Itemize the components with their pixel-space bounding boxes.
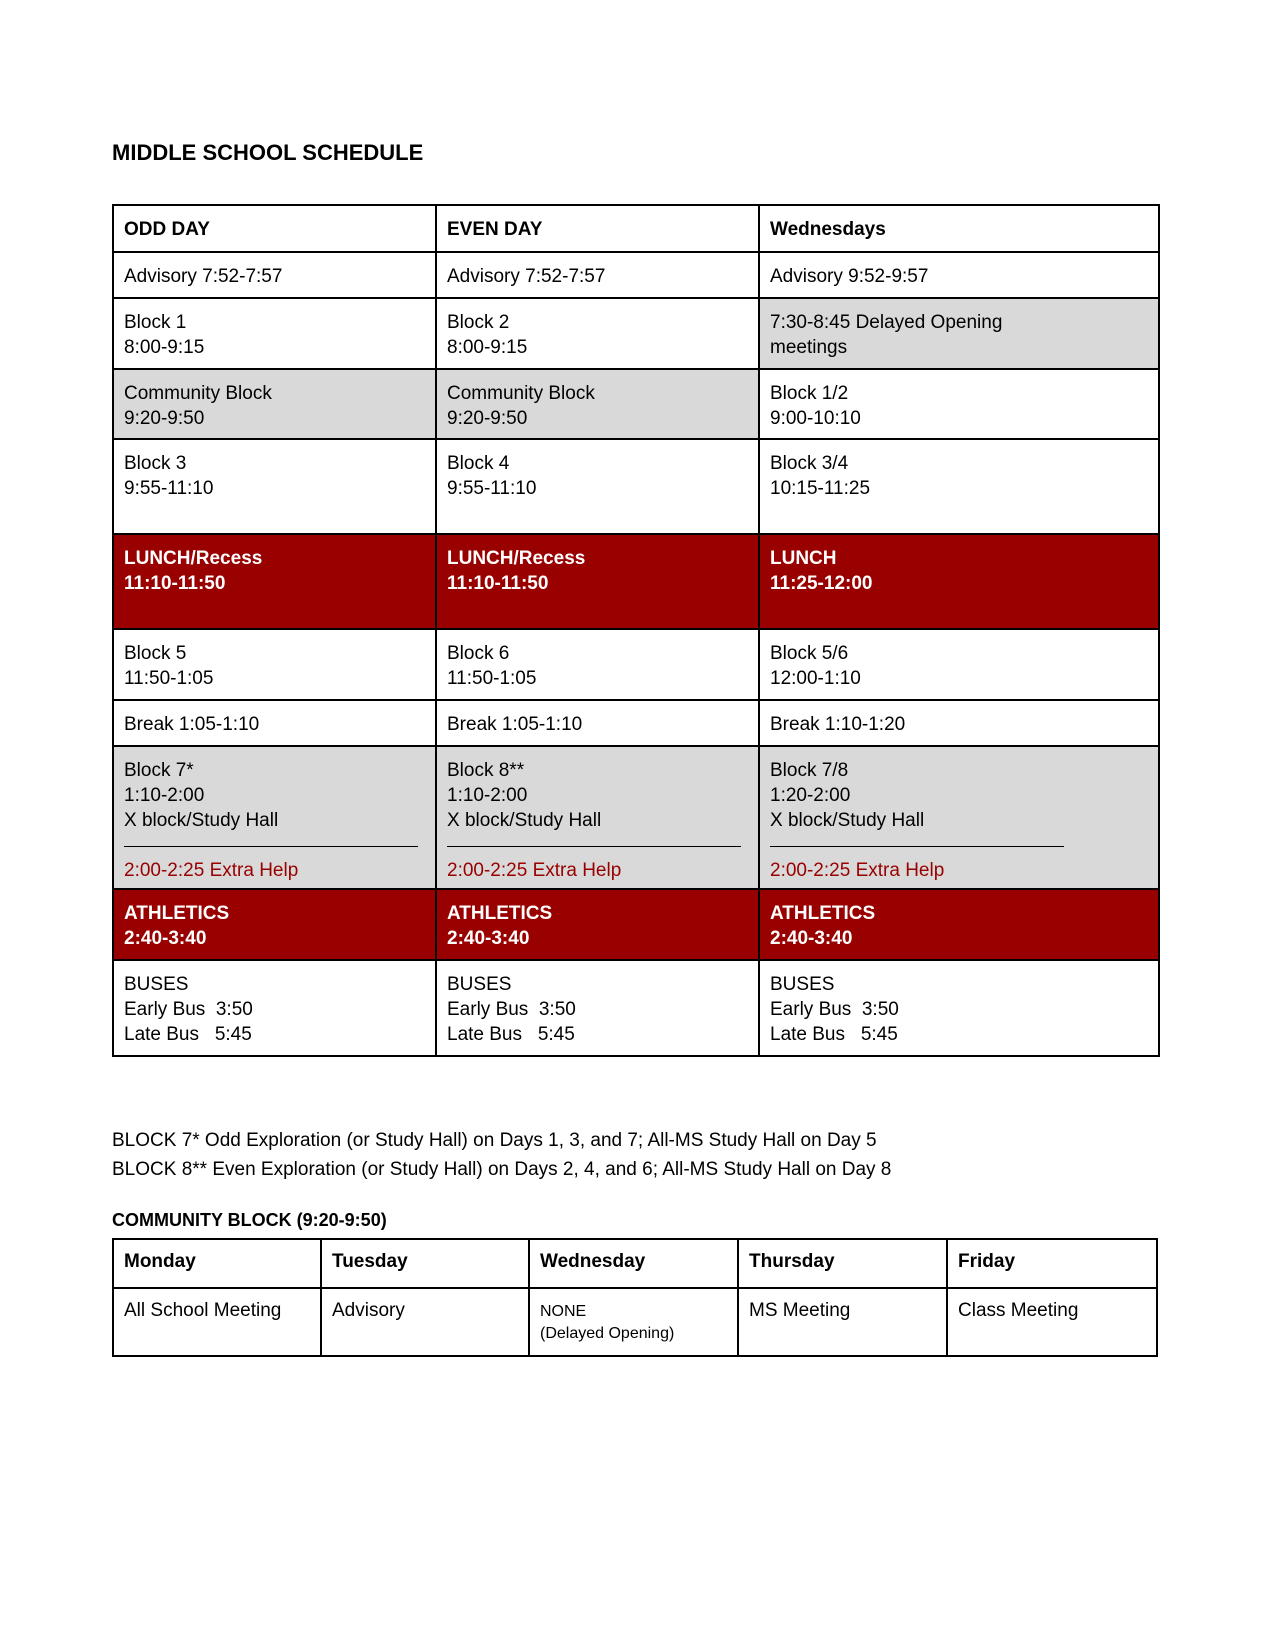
cell — [436, 746, 759, 889]
cell-line: Early Bus 3:50 — [447, 999, 576, 1020]
cell-line: X block/Study Hall — [447, 810, 602, 831]
cell — [436, 960, 759, 1056]
table-row — [113, 629, 1159, 700]
cell-line: 9:55-11:10 — [124, 478, 214, 499]
cell-line: 12:00-1:10 — [770, 668, 861, 689]
cell-line: LUNCH — [770, 548, 837, 569]
cell: Advisory — [321, 1288, 529, 1356]
day-header: Thursday — [738, 1239, 947, 1288]
cell — [113, 746, 436, 889]
cell-line: X block/Study Hall — [124, 810, 279, 831]
cell-line: BUSES — [124, 974, 189, 995]
table-row — [113, 298, 1159, 369]
lunch-cell — [759, 534, 1159, 629]
extra-help-text: 2:00-2:25 Extra Help — [124, 860, 299, 881]
cell: All School Meeting — [113, 1288, 321, 1356]
cell-line: Late Bus 5:45 — [124, 1024, 252, 1045]
cell-line: BUSES — [770, 974, 835, 995]
table-row — [113, 252, 1159, 298]
divider-line — [770, 846, 1064, 847]
table-row — [113, 700, 1159, 746]
cell — [113, 629, 436, 700]
cell: Break 1:10-1:20 — [759, 700, 1159, 746]
cell — [759, 439, 1159, 534]
day-header: Tuesday — [321, 1239, 529, 1288]
table-row — [113, 746, 1159, 889]
cell — [759, 298, 1159, 369]
cell-line: meetings — [770, 337, 848, 358]
cell — [436, 439, 759, 534]
cell — [529, 1288, 738, 1356]
schedule-table — [112, 204, 1160, 1057]
cell-line: NONE — [540, 1303, 587, 1320]
header-odd-day: ODD DAY — [113, 205, 436, 252]
cell-line: BUSES — [447, 974, 512, 995]
cell — [759, 369, 1159, 439]
cell-line: Community Block — [124, 383, 272, 404]
table-row — [113, 534, 1159, 629]
cell-line: LUNCH/Recess — [447, 548, 586, 569]
cell-line: X block/Study Hall — [770, 810, 925, 831]
cell-line: Block 3 — [124, 453, 187, 474]
cell — [113, 369, 436, 439]
day-header: Monday — [113, 1239, 321, 1288]
athletics-cell — [759, 889, 1159, 960]
day-header: Friday — [947, 1239, 1157, 1288]
athletics-cell — [113, 889, 436, 960]
cell-line: 2:40-3:40 — [124, 928, 207, 949]
cell-line: Block 1/2 — [770, 383, 849, 404]
cell — [113, 439, 436, 534]
extra-help-text: 2:00-2:25 Extra Help — [770, 860, 945, 881]
cell-line: Block 7* — [124, 760, 194, 781]
table-row — [113, 205, 1159, 252]
cell: Advisory 9:52-9:57 — [759, 252, 1159, 298]
cell-line: 9:55-11:10 — [447, 478, 537, 499]
cell-line: Block 5/6 — [770, 643, 849, 664]
cell-line: Late Bus 5:45 — [770, 1024, 898, 1045]
community-block-title: COMMUNITY BLOCK (9:20-9:50) — [112, 1210, 387, 1230]
cell: Break 1:05-1:10 — [436, 700, 759, 746]
cell-line: (Delayed Opening) — [540, 1325, 675, 1342]
cell — [436, 629, 759, 700]
cell-line: 2:40-3:40 — [770, 928, 853, 949]
table-row — [113, 1239, 1157, 1288]
cell-line: Block 2 — [447, 312, 510, 333]
cell — [113, 960, 436, 1056]
cell-line: 11:50-1:05 — [124, 668, 214, 689]
cell: Class Meeting — [947, 1288, 1157, 1356]
cell: MS Meeting — [738, 1288, 947, 1356]
cell-line: 1:20-2:00 — [770, 785, 851, 806]
cell: Advisory 7:52-7:57 — [436, 252, 759, 298]
community-block-table — [112, 1238, 1158, 1357]
cell-line: Early Bus 3:50 — [770, 999, 899, 1020]
cell-line: 7:30-8:45 Delayed Opening — [770, 312, 1003, 333]
cell-line: LUNCH/Recess — [124, 548, 263, 569]
cell-line: Block 4 — [447, 453, 510, 474]
table-row — [113, 960, 1159, 1056]
cell-line: ATHLETICS — [770, 903, 876, 924]
cell: Advisory 7:52-7:57 — [113, 252, 436, 298]
cell-line: Block 8** — [447, 760, 525, 781]
cell-line: 11:50-1:05 — [447, 668, 537, 689]
cell — [113, 298, 436, 369]
header-even-day: EVEN DAY — [436, 205, 759, 252]
lunch-cell — [113, 534, 436, 629]
cell-line: Block 1 — [124, 312, 187, 333]
cell — [759, 629, 1159, 700]
cell — [759, 960, 1159, 1056]
cell-line: 11:25-12:00 — [770, 573, 873, 594]
cell-line: 1:10-2:00 — [447, 785, 528, 806]
cell-line: Late Bus 5:45 — [447, 1024, 575, 1045]
divider-line — [124, 846, 418, 847]
cell-line: Early Bus 3:50 — [124, 999, 253, 1020]
cell-line: 9:20-9:50 — [124, 408, 205, 429]
cell — [759, 746, 1159, 889]
cell-line: 11:10-11:50 — [124, 573, 226, 594]
footnotes — [112, 1126, 891, 1184]
footnote: BLOCK 7* Odd Exploration (or Study Hall) on Days 1, 3, and 7; All-MS Study Hall on Day 5 — [112, 1130, 877, 1151]
athletics-cell — [436, 889, 759, 960]
cell-line: ATHLETICS — [124, 903, 230, 924]
table-row — [113, 1288, 1157, 1356]
cell-line: 10:15-11:25 — [770, 478, 871, 499]
day-header: Wednesday — [529, 1239, 738, 1288]
lunch-cell — [436, 534, 759, 629]
cell-line: Block 5 — [124, 643, 187, 664]
page-title: MIDDLE SCHOOL SCHEDULE — [112, 140, 424, 165]
cell-line: 8:00-9:15 — [447, 337, 528, 358]
cell-line: Block 6 — [447, 643, 510, 664]
table-row — [113, 439, 1159, 534]
cell-line: 8:00-9:15 — [124, 337, 205, 358]
cell-line: ATHLETICS — [447, 903, 553, 924]
cell-line: Community Block — [447, 383, 595, 404]
footnote: BLOCK 8** Even Exploration (or Study Hall) on Days 2, 4, and 6; All-MS Study Hall on Day 8 — [112, 1159, 892, 1180]
cell-line: Block 3/4 — [770, 453, 849, 474]
table-row — [113, 889, 1159, 960]
cell — [436, 369, 759, 439]
cell-line: Block 7/8 — [770, 760, 849, 781]
cell-line: 9:00-10:10 — [770, 408, 861, 429]
table-row — [113, 369, 1159, 439]
header-wednesdays: Wednesdays — [759, 205, 1159, 252]
divider-line — [447, 846, 741, 847]
cell: Break 1:05-1:10 — [113, 700, 436, 746]
cell-line: 2:40-3:40 — [447, 928, 530, 949]
cell-line: 9:20-9:50 — [447, 408, 528, 429]
cell-line: 1:10-2:00 — [124, 785, 205, 806]
cell — [436, 298, 759, 369]
cell-line: 11:10-11:50 — [447, 573, 549, 594]
extra-help-text: 2:00-2:25 Extra Help — [447, 860, 622, 881]
